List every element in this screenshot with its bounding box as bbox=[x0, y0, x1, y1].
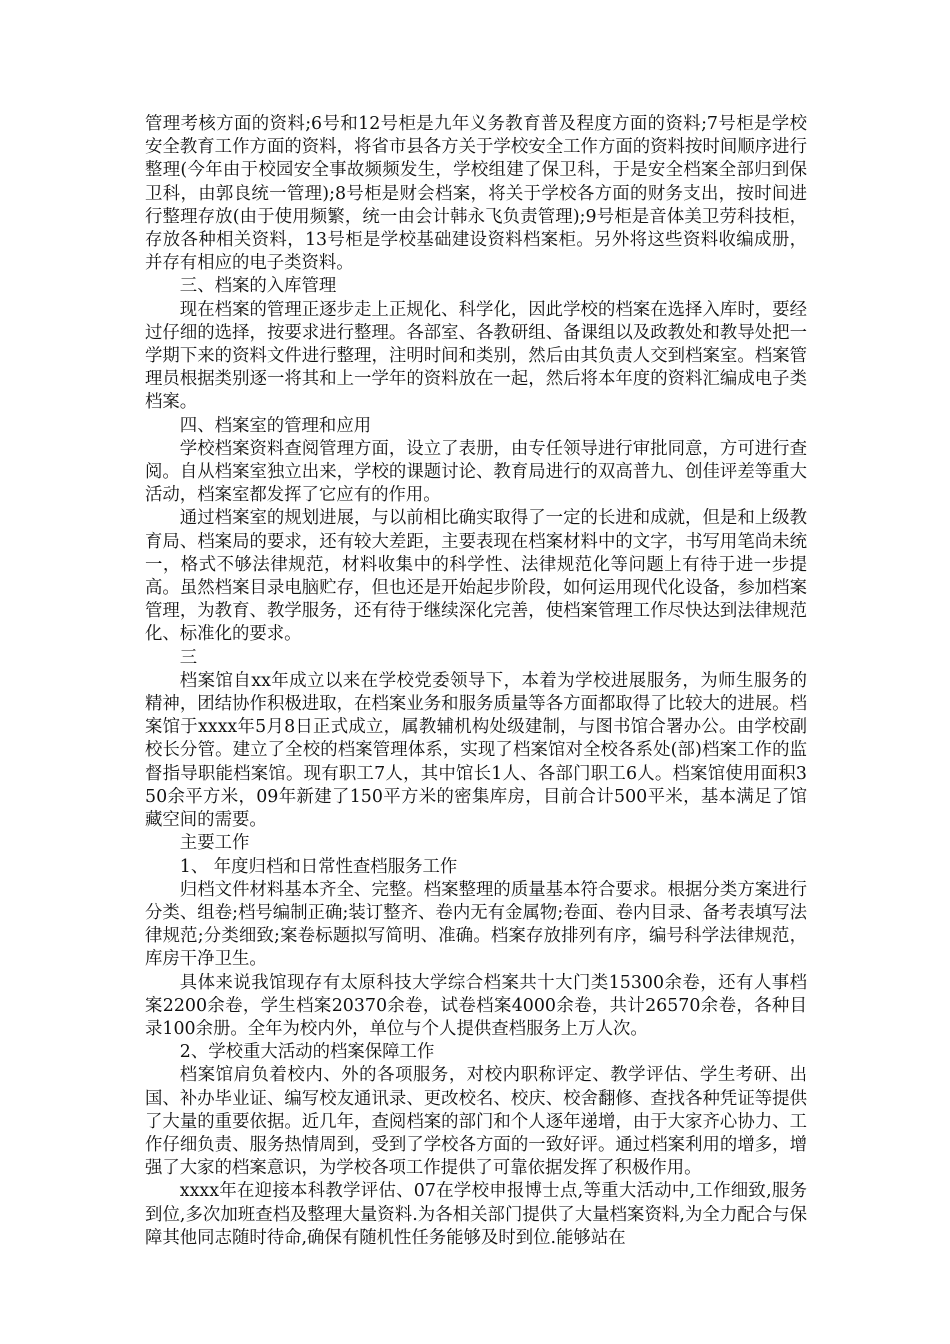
paragraph-progress: 通过档案室的规划进展，与以前相比确实取得了一定的长进和成就，但是和上级教育局、档案局的要求，还有较大差距，主要表现在档案材料中的文字，书写用笔尚未统一，格式不够法律规范，材料收集中的科学性、法律规范化等问题上有待于进一步提高。虽然档案目录电脑贮存，但也还是开始起步阶段，如何运用现代化设备，参加档案管理，为教育、教学服务，还有待于继续深化完善，使档案管理工作尽快达到法律规范化、标准化的要求。 bbox=[145, 508, 807, 645]
document-body bbox=[145, 113, 807, 1250]
paragraph-evaluation: xxxx年在迎接本科教学评估、07在学校申报博士点,等重大活动中,工作细致,服务到位,多次加班查档及整理大量资料.为各相关部门提供了大量档案资料,为全力配合与保障其他同志随时待命,确保有随机性任务能够及时到位.能够站在 bbox=[145, 1181, 807, 1248]
paragraph-archive-history: 档案馆自xx年成立以来在学校党委领导下，本着为学校进展服务，为师生服务的精神，团结协作积极进取，在档案业务和服务质量等各方面都取得了比较大的进展。档案馆于xxxx年5月8日正式成立，属教辅机构处级建制，与图书馆合署办公。由学校副校长分管。建立了全校的档案管理体系，实现了档案馆对全校各系处(部)档案工作的监督指导职能档案馆。现有职工7人，其中馆长1人、各部门职工6人。档案馆使用面积350余平方米，09年新建了150平方米的密集库房，目前合计500平米，基本满足了馆藏空间的需要。 bbox=[145, 670, 807, 831]
subheading-major-events: 2、学校重大活动的档案保障工作 bbox=[179, 1042, 435, 1063]
paragraph-services: 档案馆肩负着校内、外的各项服务，对校内职称评定、教学评估、学生考研、出国、补办毕业证、编写校友通讯录、更改校名、校庆、校舍翻修、查找各种凭证等提供了大量的重要依据。近几年，查阅档案的部门和个人逐年递增，由于大家齐心协力、工作仔细负责、服务热情周到，受到了学校各方面的一致好评。通过档案利用的增多，增强了大家的档案意识，为学校各项工作提供了可靠依据发挥了积极作用。 bbox=[145, 1065, 807, 1179]
subheading-annual-filing: 1、 年度归档和日常性查档服务工作 bbox=[179, 856, 458, 877]
section-heading-main-work: 主要工作 bbox=[179, 833, 250, 854]
paragraph-holdings: 具体来说我馆现存有太原科技大学综合档案共十大门类15300余卷，还有人事档案2200余卷，学生档案20370余卷，试卷档案4000余卷，共计26570余卷，各种目录100余册。全年为校内外，单位与个人提供查档服务上万人次。 bbox=[145, 972, 807, 1039]
section-heading-archive-intake: 三、档案的入库管理 bbox=[179, 276, 337, 297]
paragraph-filing-quality: 归档文件材料基本齐全、完整。档案整理的质量基本符合要求。根据分类方案进行分类、组卷;档号编制正确;装订整齐、卷内无有金属物;卷面、卷内目录、备考表填写法律规范;分类细致;案卷标题拟写简明、准确。档案存放排列有序，编号科学法律规范，库房干净卫生。 bbox=[145, 879, 807, 970]
section-heading-archive-room-management: 四、档案室的管理和应用 bbox=[179, 415, 372, 436]
paragraph-intake: 现在档案的管理正逐步走上正规化、科学化，因此学校的档案在选择入库时，要经过仔细的选择，按要求进行整理。各部室、各教研组、备课组以及政教处和教导处把一学期下来的资料文件进行整理，注明时间和类别，然后由其负责人交到档案室。档案管理员根据类别逐一将其和上一学年的资料放在一起，然后将本年度的资料汇编成电子类档案。 bbox=[145, 299, 807, 413]
paragraph-cabinets: 管理考核方面的资料;6号和12号柜是九年义务教育普及程度方面的资料;7号柜是学校安全教育工作方面的资料，将省市县各方关于学校安全工作方面的资料按时间顺序进行整理(今年由于校园安全事故频频发生，学校组建了保卫科，于是安全档案全部归到保卫科，由郭良统一管理);8号柜是财会档案，将关于学校各方面的财务支出，按时间进行整理存放(由于使用频繁，统一由会计韩永飞负责管理);9号柜是音体美卫劳科技柜，存放各种相关资料，13号柜是学校基础建设资料档案柜。另外将这些资料收编成册，并存有相应的电子类资料。 bbox=[145, 114, 807, 274]
paragraph-access: 学校档案资料查阅管理方面，设立了表册，由专任领导进行审批同意，方可进行查阅。自从档案室独立出来，学校的课题讨论、教育局进行的双高普九、创佳评差等重大活动，档案室都发挥了它应有的作用。 bbox=[145, 438, 807, 506]
section-heading-three: 三 bbox=[179, 647, 198, 668]
